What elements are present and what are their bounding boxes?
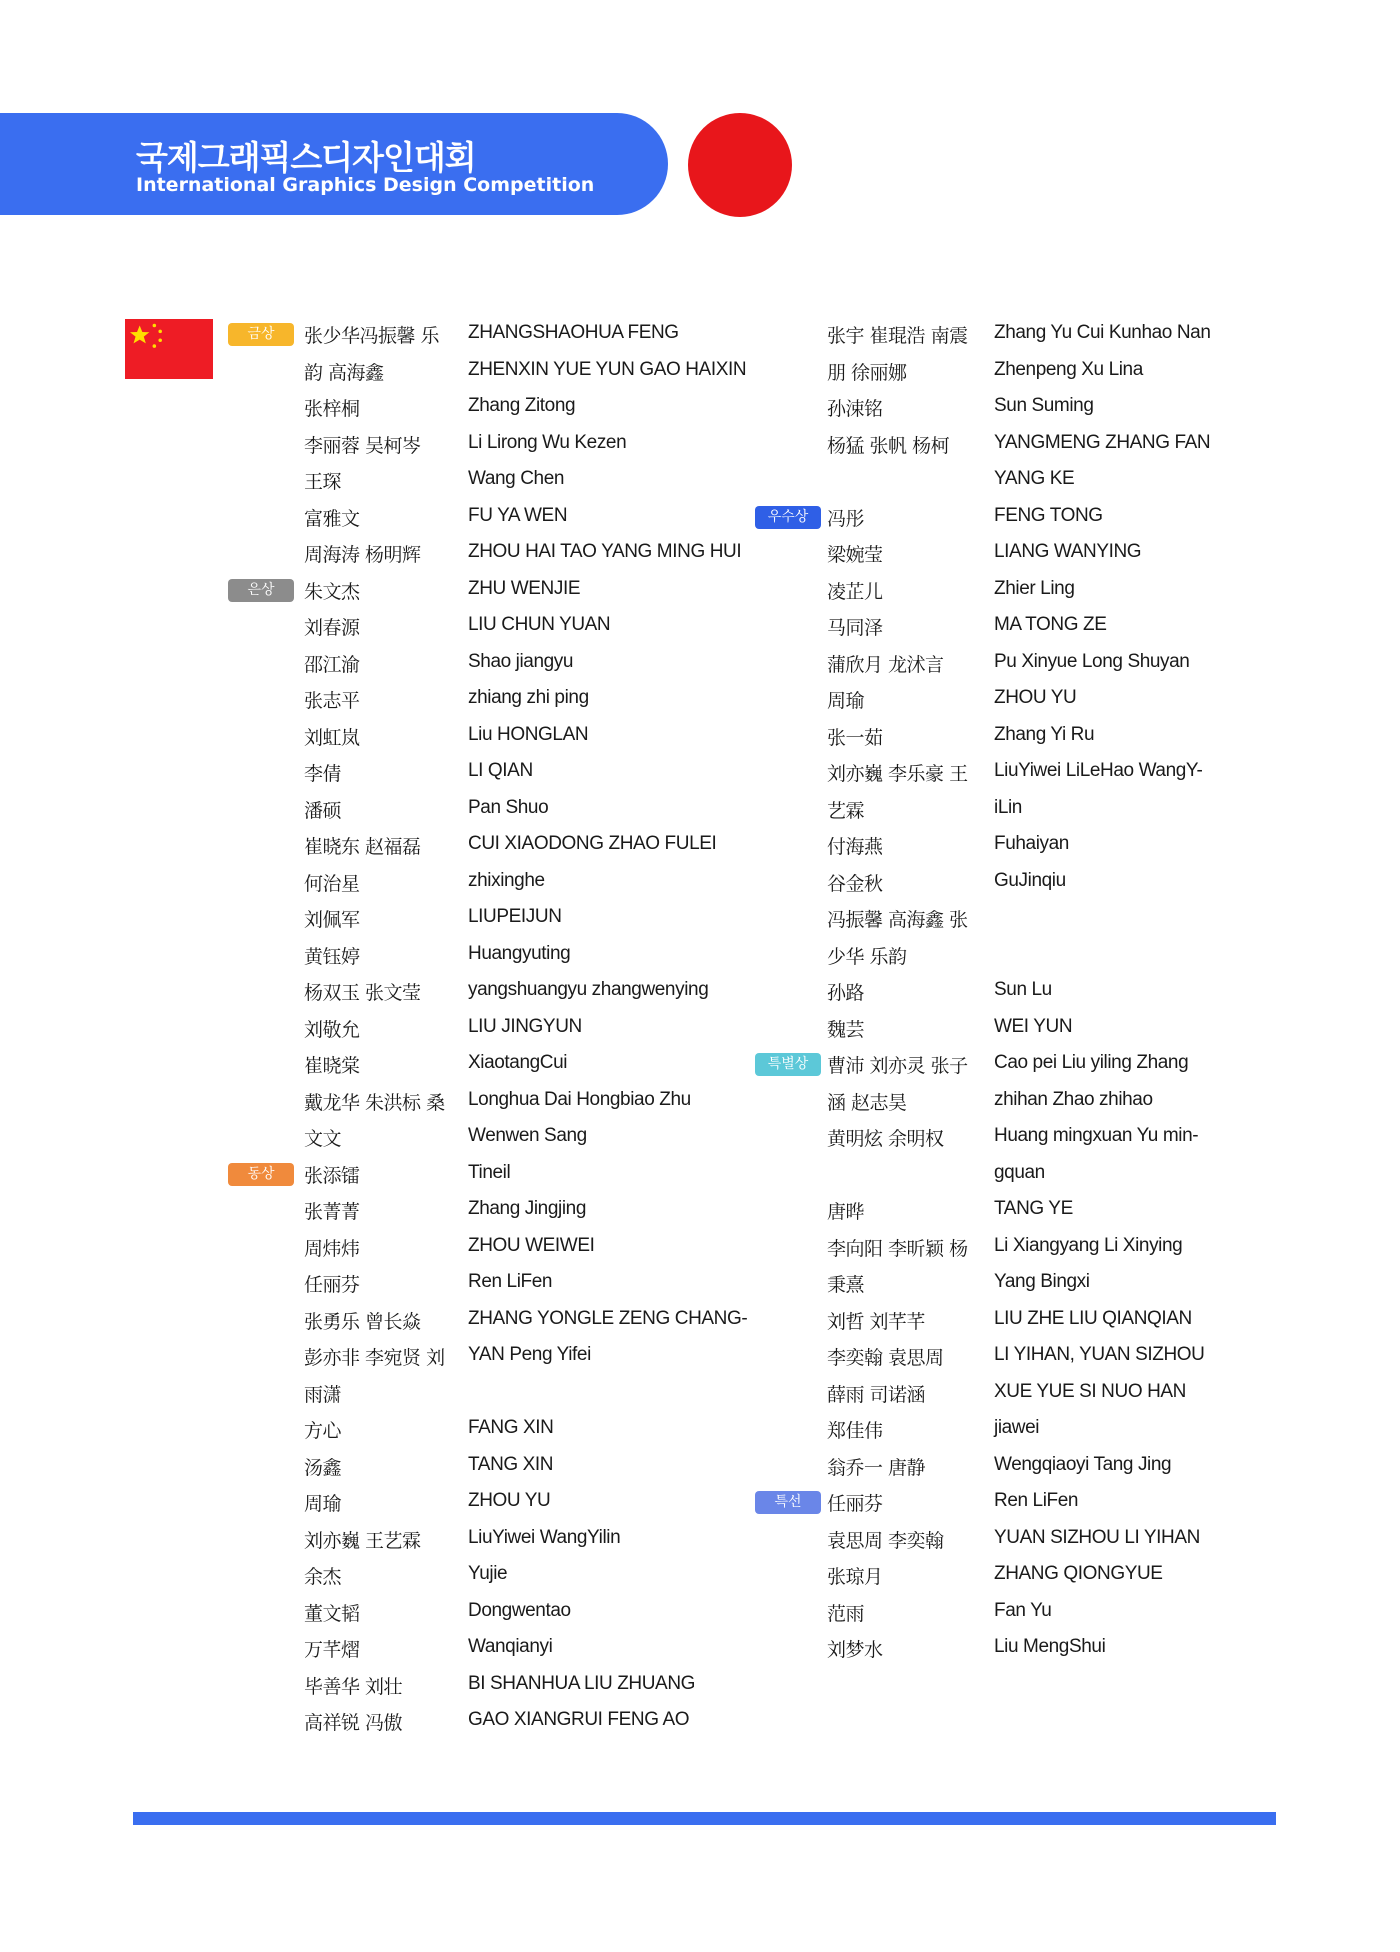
name-chinese: 袁思周 李奕翰 [827,1529,944,1552]
name-chinese: 李丽蓉 吴柯岑 [304,434,421,457]
name-romanized: LIANG WANYING [994,541,1142,562]
name-chinese: 黄钰婷 [304,945,360,968]
name-chinese: 艺霖 [827,799,865,822]
name-chinese: 李奕翰 袁思周 [827,1347,944,1369]
name-romanized: Huangyuting [468,942,571,964]
name-chinese: 刘敬允 [304,1018,360,1041]
name-romanized: Sun Lu [994,979,1052,1000]
name-romanized: XUE YUE SI NUO HAN [994,1380,1186,1402]
name-chinese: 刘佩军 [304,909,360,931]
name-chinese: 李倩 [304,763,342,785]
china-flag-icon [125,319,213,379]
name-chinese: 冯振馨 高海鑫 张 [827,909,968,931]
name-chinese: 张添镭 [304,1164,360,1187]
name-chinese: 崔晓棠 [304,1055,360,1077]
name-romanized: TANG XIN [468,1453,554,1475]
name-chinese: 王琛 [304,471,342,493]
name-romanized: Shao jiangyu [468,650,574,672]
name-romanized: gquan [994,1161,1045,1183]
name-chinese: 杨双玉 张文莹 [304,982,421,1004]
name-romanized: LI YIHAN, YUAN SIZHOU [994,1344,1205,1365]
name-chinese: 少华 乐韵 [827,945,907,968]
name-chinese: 张勇乐 曾长焱 [304,1310,421,1333]
name-chinese: 富雅文 [304,507,360,530]
name-chinese: 刘虹岚 [304,726,360,749]
name-romanized: LIU JINGYUN [468,1015,582,1037]
name-romanized: Zhenpeng Xu Lina [994,358,1143,380]
name-romanized: WEI YUN [994,1015,1073,1037]
name-chinese: 刘亦巍 李乐豪 王 [827,763,968,785]
name-chinese: 文文 [304,1128,342,1150]
name-chinese: 朋 徐丽娜 [827,361,907,384]
name-chinese: 孙涑铭 [827,398,883,420]
name-romanized: Liu HONGLAN [468,723,589,745]
award-badge: 은상 [228,579,294,602]
name-chinese: 方心 [304,1420,342,1442]
name-romanized: XiaotangCui [468,1052,568,1073]
name-romanized: MA TONG ZE [994,614,1107,635]
name-chinese: 魏芸 [827,1018,865,1041]
name-romanized: LiuYiwei WangYilin [468,1526,621,1548]
name-romanized: Zhang Jingjing [468,1198,586,1219]
name-romanized: ZHOU YU [468,1490,551,1511]
name-chinese: 凌芷儿 [827,580,883,603]
award-badge: 특별상 [755,1053,821,1076]
name-chinese: 任丽芬 [304,1274,360,1296]
name-romanized: CUI XIAODONG ZHAO FULEI [468,833,717,854]
name-romanized: Pu Xinyue Long Shuyan [994,650,1190,672]
name-chinese: 张梓桐 [304,398,360,420]
name-romanized: YUAN SIZHOU LI YIHAN [994,1526,1200,1548]
name-romanized: Wengqiaoyi Tang Jing [994,1453,1172,1475]
name-romanized: FU YA WEN [468,504,568,526]
name-chinese: 唐晔 [827,1201,865,1223]
name-chinese: 韵 高海鑫 [304,361,384,384]
name-chinese: 梁婉莹 [827,544,883,566]
name-chinese: 谷金秋 [827,872,883,895]
name-chinese: 张一茹 [827,726,883,749]
award-badge: 우수상 [755,506,821,529]
name-romanized: Liu MengShui [994,1636,1106,1657]
name-romanized: Li Xiangyang Li Xinying [994,1234,1183,1256]
name-chinese: 汤鑫 [304,1456,342,1479]
name-chinese: 崔晓东 赵福磊 [304,836,421,858]
name-chinese: 薛雨 司诺涵 [827,1383,926,1406]
award-badge: 동상 [228,1163,294,1186]
red-circle-decoration [688,113,792,217]
name-chinese: 杨猛 张帆 杨柯 [827,434,950,457]
award-badge: 금상 [228,323,294,346]
name-romanized: Wenwen Sang [468,1125,587,1146]
name-romanized: ZHANG YONGLE ZENG CHANG- [468,1307,748,1329]
name-chinese: 周瑜 [304,1493,342,1515]
name-romanized: LiuYiwei LiLeHao WangY- [994,760,1203,781]
name-chinese: 郑佳伟 [827,1420,883,1442]
name-romanized: Ren LiFen [994,1490,1079,1511]
name-romanized: ZHOU HAI TAO YANG MING HUI [468,541,742,562]
name-romanized: ZHANG QIONGYUE [994,1563,1163,1584]
name-romanized: Fuhaiyan [994,833,1069,854]
name-romanized: zhihan Zhao zhihao [994,1088,1153,1110]
name-romanized: LIU ZHE LIU QIANQIAN [994,1307,1192,1329]
name-romanized: Fan Yu [994,1599,1052,1621]
name-romanized: Sun Suming [994,395,1094,416]
name-chinese: 高祥锐 冯傲 [304,1712,403,1734]
name-chinese: 冯彤 [827,507,865,530]
name-romanized: yangshuangyu zhangwenying [468,979,709,1000]
name-romanized: Wang Chen [468,468,565,489]
name-romanized: GuJinqiu [994,869,1066,891]
name-romanized: iLin [994,796,1022,818]
name-romanized: ZHENXIN YUE YUN GAO HAIXIN [468,358,747,380]
footer-bar [133,1812,1276,1825]
name-chinese: 蒲欣月 龙沭言 [827,653,944,676]
name-romanized: TANG YE [994,1198,1073,1219]
name-chinese: 张志平 [304,690,360,712]
name-romanized: FENG TONG [994,504,1103,526]
name-chinese: 涵 赵志昊 [827,1091,907,1114]
name-chinese: 刘梦水 [827,1639,883,1661]
name-romanized: BI SHANHUA LIU ZHUANG [468,1672,696,1694]
name-chinese: 潘硕 [304,799,342,822]
name-romanized: Longhua Dai Hongbiao Zhu [468,1088,691,1110]
name-chinese: 曹沛 刘亦灵 张子 [827,1055,968,1077]
name-chinese: 周炜炜 [304,1237,360,1260]
name-chinese: 刘春源 [304,617,360,639]
name-chinese: 董文韬 [304,1602,360,1625]
banner-title-english: International Graphics Design Competition [136,174,595,196]
award-badge: 특선 [755,1491,821,1514]
name-chinese: 付海燕 [827,836,883,858]
name-romanized: ZHU WENJIE [468,577,581,599]
name-romanized: jiawei [994,1417,1040,1438]
name-chinese: 马同泽 [827,617,883,639]
name-chinese: 周瑜 [827,690,865,712]
name-romanized: Yujie [468,1563,508,1584]
name-romanized: LIU CHUN YUAN [468,614,611,635]
name-romanized: Zhang Zitong [468,395,576,416]
name-chinese: 李向阳 李昕颖 杨 [827,1237,968,1260]
name-chinese: 万芊熠 [304,1639,360,1661]
name-chinese: 张宇 崔琨浩 南震 [827,325,968,347]
name-chinese: 何治星 [304,872,360,895]
name-chinese: 周海涛 杨明辉 [304,544,421,566]
name-chinese: 余杰 [304,1566,342,1588]
name-chinese: 范雨 [827,1602,865,1625]
name-romanized: Zhier Ling [994,577,1075,599]
name-chinese: 刘亦巍 王艺霖 [304,1529,421,1552]
name-chinese: 任丽芬 [827,1493,883,1515]
name-romanized: Pan Shuo [468,796,549,818]
name-chinese: 彭亦非 李宛贤 刘 [304,1347,445,1369]
name-romanized: FANG XIN [468,1417,554,1438]
name-romanized: Wanqianyi [468,1636,553,1657]
name-chinese: 刘哲 刘芊芊 [827,1310,926,1333]
name-romanized: YANGMENG ZHANG FAN [994,431,1211,453]
name-romanized: ZHOU YU [994,687,1077,708]
name-chinese: 张少华冯振馨 乐 [304,325,440,347]
name-romanized: Zhang Yi Ru [994,723,1095,745]
name-chinese: 雨潇 [304,1383,342,1406]
banner-title-korean: 국제그래픽스디자인대회 [136,138,476,177]
name-romanized: Huang mingxuan Yu min- [994,1125,1199,1146]
name-romanized: Tineil [468,1161,511,1183]
name-romanized: Zhang Yu Cui Kunhao Nan [994,322,1211,343]
name-romanized: Cao pei Liu yiling Zhang [994,1052,1189,1073]
name-romanized: ZHOU WEIWEI [468,1234,595,1256]
name-romanized: Ren LiFen [468,1271,553,1292]
name-romanized: LIUPEIJUN [468,906,562,927]
name-romanized: YANG KE [994,468,1075,489]
name-chinese: 毕善华 刘壮 [304,1675,403,1698]
name-chinese: 翁乔一 唐静 [827,1456,926,1479]
name-chinese: 孙路 [827,982,865,1004]
name-chinese: 戴龙华 朱洪标 桑 [304,1091,445,1114]
name-romanized: YAN Peng Yifei [468,1344,591,1365]
name-romanized: GAO XIANGRUI FENG AO [468,1709,690,1730]
name-romanized: Li Lirong Wu Kezen [468,431,627,453]
name-romanized: ZHANGSHAOHUA FENG [468,322,679,343]
name-chinese: 邵江渝 [304,653,360,676]
name-romanized: zhixinghe [468,869,545,891]
name-chinese: 张琼月 [827,1566,883,1588]
name-chinese: 黄明炫 余明权 [827,1128,944,1150]
name-romanized: LI QIAN [468,760,533,781]
name-chinese: 秉熹 [827,1274,865,1296]
name-romanized: Dongwentao [468,1599,571,1621]
name-chinese: 朱文杰 [304,580,360,603]
name-romanized: zhiang zhi ping [468,687,589,708]
name-romanized: Yang Bingxi [994,1271,1090,1292]
name-chinese: 张菁菁 [304,1201,360,1223]
